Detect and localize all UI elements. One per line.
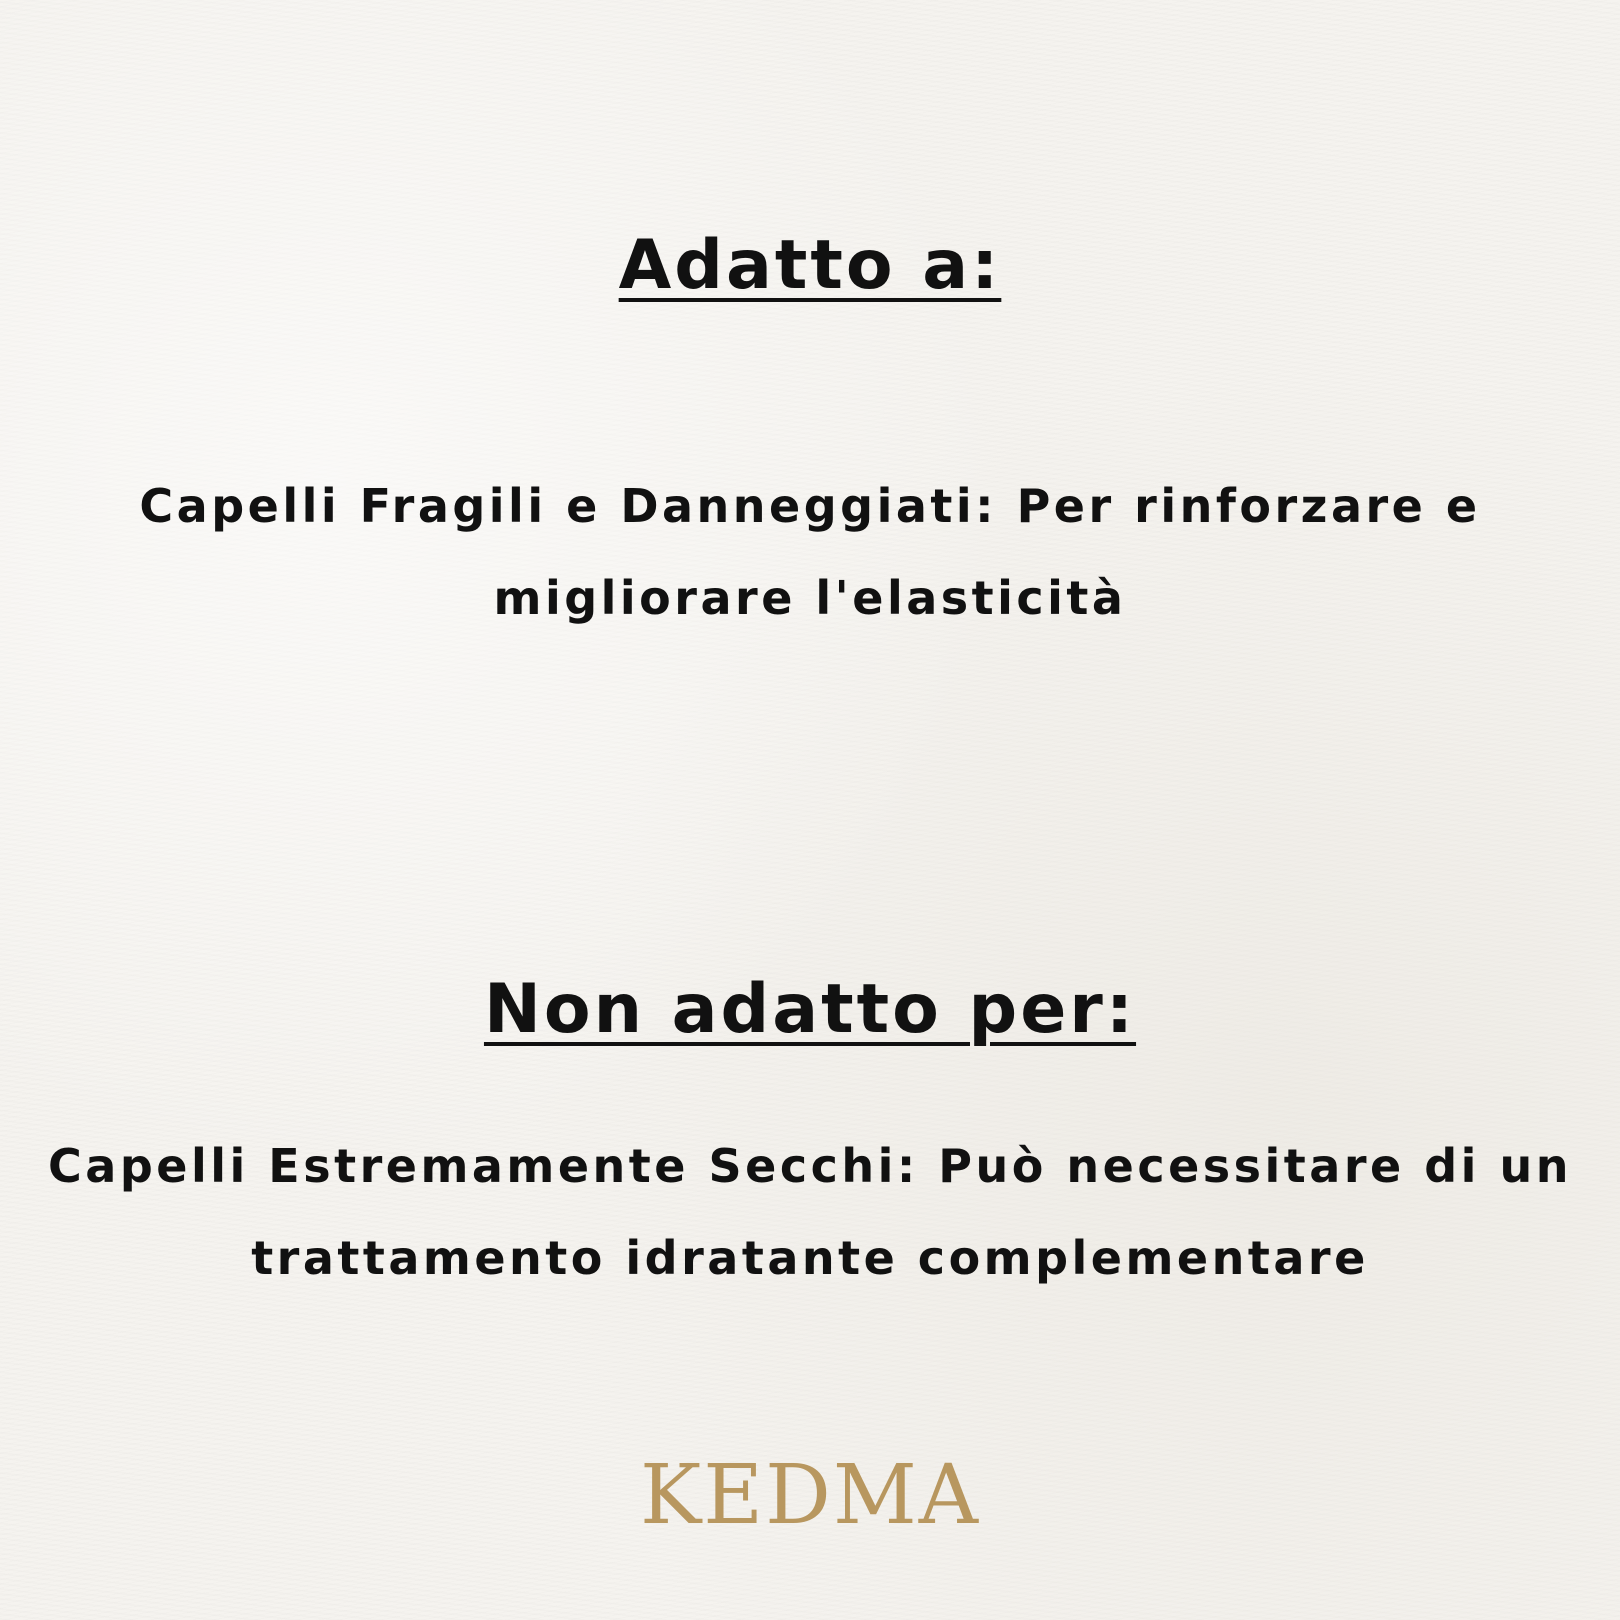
unsuitable-heading-text: Non adatto per: <box>483 970 1137 1049</box>
suitable-heading <box>0 226 1620 305</box>
suitable-description: Capelli Fragili e Danneggiati: Per rinforzare e migliorare l'elasticità <box>139 479 1481 625</box>
brand-logo: KEDMA <box>639 1448 981 1543</box>
unsuitable-description: Capelli Estremamente Secchi: Può necessitare di un trattamento idratante complementare <box>48 1139 1572 1285</box>
suitable-heading-text: Adatto a: <box>618 226 1002 305</box>
unsuitable-heading <box>0 970 1620 1049</box>
